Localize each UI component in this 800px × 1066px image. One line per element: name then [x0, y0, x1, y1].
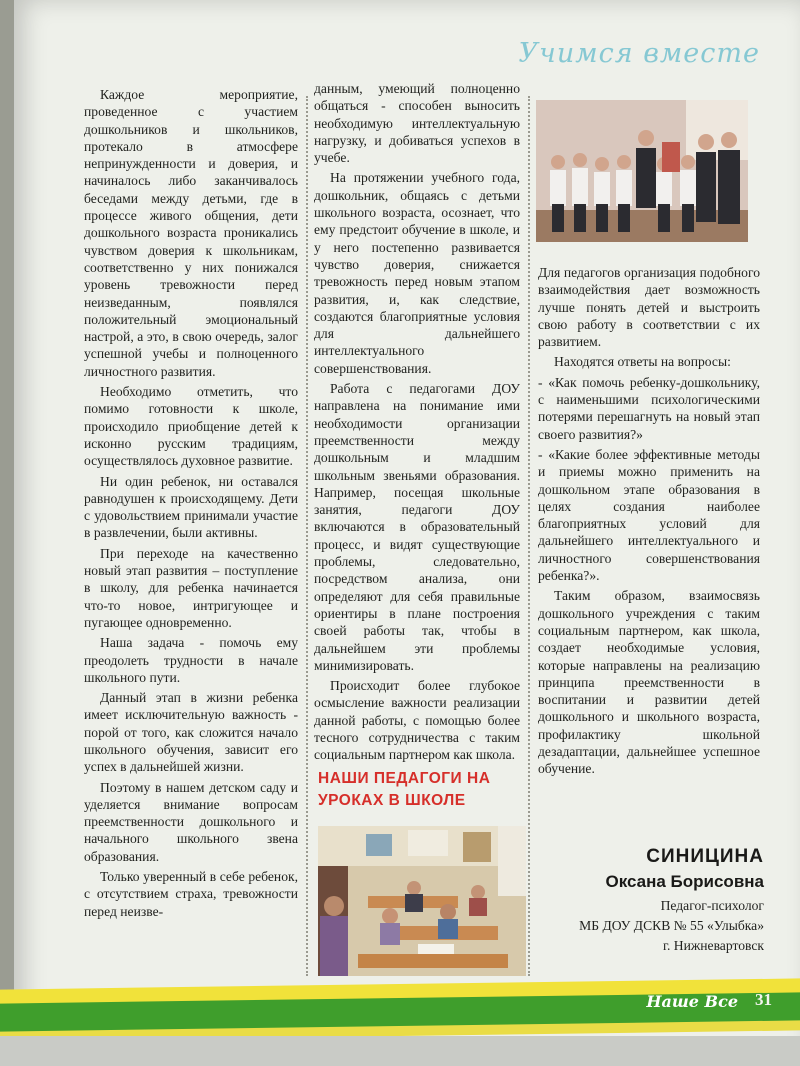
paragraph: Для педагогов организация подобного взаимодействия дает возможность лучше понять детей и выстроить свою работу в соответствии с их развитием.	[538, 265, 760, 350]
section-heading: НАШИ ПЕДАГОГИ НА УРОКАХ В ШКОЛЕ	[318, 770, 491, 809]
paragraph: - «Какие более эффективные методы и приемы можно применить на дошкольном этапе образования в целях создания наиболее благоприятных условий для дальнейшего интеллектуального и личностного совершенствования ребенка?».	[538, 446, 760, 584]
classroom-photo	[318, 826, 526, 976]
group-photo-graphic	[536, 100, 748, 242]
text-column-3	[538, 264, 760, 781]
author-position: Педагог-психолог	[660, 898, 764, 913]
author-city: г. Нижневартовск	[662, 938, 764, 953]
paragraph: Поэтому в нашем детском саду и уделяется внимание вопросам преемственности дошкольного и начального школьного звена образования.	[84, 779, 298, 864]
column-divider	[306, 96, 308, 976]
group-photo	[536, 100, 748, 242]
column-divider	[528, 96, 530, 976]
author-surname: СИНИЦИНА	[646, 846, 764, 867]
paragraph: Необходимо отметить, что помимо готовности к школе, происходило приобщение детей к исконно русским традициям, осуществлялось духовное развитие.	[84, 384, 298, 469]
author-name: Оксана Борисовна	[605, 872, 764, 891]
paragraph: На протяжении учебного года, дошкольник, общаясь с детьми школьного возраста, осознает, что ему предстоит обучение в школе, и у него постепенно развивается чувство доверия, снижается тревожность перед новым этапом развития, и, как следствие, создаются благоприятные условия для дальнейшего интеллектуального совершенствования.	[314, 170, 520, 376]
paragraph: Каждое мероприятие, проведенное с участием дошкольников и школьников, протекало в атмосфере непринужденности и доверия, и начиналось либо заканчивалось беседами между детьми, где в процессе живого общения, дети дошкольного возраста проникались чувством доверия к школьникам, соответственно у них понижался уровень тревожности перед неизведанным, появлялся положительный эмоциональный настрой, а это, в свою очередь, залог успешной учебы и полноценного личностного развития.	[84, 87, 298, 379]
paragraph: данным, умеющий полноценно общаться - способен выносить необходимую интеллектуальную нагрузку, и добиваться успехов в учебе.	[314, 81, 520, 166]
paragraph: Данный этап в жизни ребенка имеет исключительную важность - порой от того, как сложится начало школьного обучения, зависит его успех в дальнейшей жизни.	[84, 690, 298, 775]
magazine-name: Наше Все	[646, 992, 738, 1011]
paragraph: - «Как помочь ребенку-дошкольнику, с наименьшими психологическими потерями перешагнуть на новый этап своего развития?»	[538, 374, 760, 442]
text-column-2	[314, 80, 520, 767]
paragraph: При переходе на качественно новый этап развития – поступление в школу, для ребенка начинается что-то новое, интригующее и пугающее одновременно.	[84, 545, 298, 630]
paragraph: Только уверенный в себе ребенок, с отсутствием страха, тревожности перед неизве-	[84, 869, 298, 919]
paragraph: Таким образом, взаимосвязь дошкольного учреждения с таким социальным партнером, как школа, создает необходимые условия, которые направлены на реализацию принципа преемственности в воспитании и развитии детей дошкольного и школьного возраста, профилактику школьной дезадаптации, дальнейшее успешное обучение.	[538, 588, 760, 777]
paragraph: Наша задача - помочь ему преодолеть трудности в начале школьного пути.	[84, 635, 298, 685]
author-organization: МБ ДОУ ДСКВ № 55 «Улыбка»	[579, 918, 764, 933]
classroom-photo-graphic	[318, 826, 526, 976]
paragraph: Ни один ребенок, ни оставался равнодушен к происходящему. Дети с удовольствием принимали участие в развлечении, были активны.	[84, 473, 298, 541]
paragraph: Происходит более глубокое осмысление важности реализации данной работы, с помощью более тесного сотрудничества с таким социальным партнером как школа.	[314, 678, 520, 763]
magazine-page	[14, 0, 800, 1066]
paragraph: Работа с педагогами ДОУ направлена на понимание ими необходимости организации преемственности между дошкольным и младшим школьным звеньями образования. Например, посещая школьные занятия, педагоги ДОУ включаются в образовательный процесс, и видят существующие проблемы, следовательно, посредством анализа, они определяют для себя правильные ориентиры в плане построения своей работы так, чтобы в дальнейшем эти проблемы минимизировать.	[314, 381, 520, 673]
text-column-1	[84, 86, 298, 923]
section-title: Учимся вместе	[518, 38, 760, 69]
page-number: 31	[755, 990, 772, 1009]
page-edge	[0, 1036, 800, 1066]
paragraph: Находятся ответы на вопросы:	[554, 354, 731, 370]
